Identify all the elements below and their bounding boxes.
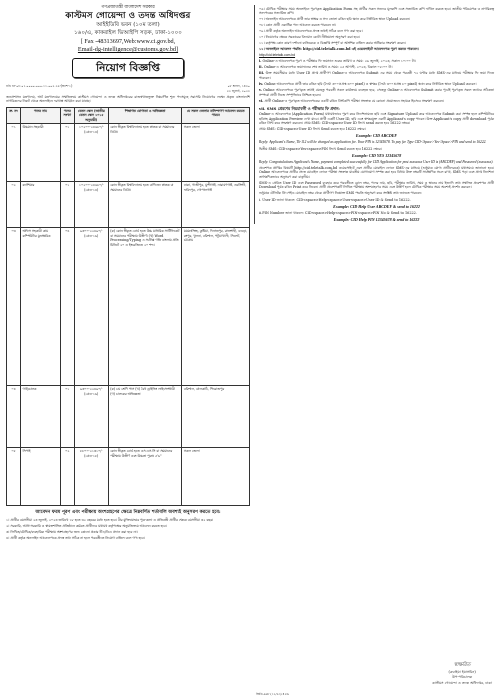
roman-numeral: vi. [259,99,264,104]
cell-count: ০২ [60,448,74,506]
cell-qualification: কোন স্বীকৃত বিশ্ববিদ্যালয় হতে বাণিজ্যে স্নাতক বা সমমানের ডিগ্রি। [108,182,182,228]
memo-number: নথি নং-০৮.০১.০০০০.০০০.১১.০০২.১৯-(অংশ-১) [6,84,73,89]
cell-districts: সকল জেলা [182,448,250,506]
roman-item [259,82,494,87]
roman-text: Online-এ আবেদনপত্র জমাদানের শেষ তারিখ ও সময়: ২৫ আগস্ট, ২০২৩, বিকাল ০৫:০০ টা। [263,65,393,70]
building-line: আইইডিবি ভবন (১০ম তলা) [96,22,160,29]
table-header-row [7,108,250,124]
signatory-name: (রুবাইয়া ইয়াসমিন) [448,669,476,674]
sms-example-2: Example: CID YES 12345678 [351,152,402,158]
condition-item: ৪। প্রার্থী কর্তৃক অনলাইন আবেদনপত্রে প্রদত্ত তথ্য সঠিক না হলে পরবর্তীতে নিয়োগ বাতিল বলে গণ্য হবে। [6,536,145,541]
cell-sn: ০৪ [7,386,21,448]
left-column [6,5,250,542]
cell-grade: ৯৩০০-২২৪৯০/- (গ্রেড-১৬) [74,228,108,386]
col-header-qualification: শিক্ষাগত যোগ্যতা ও অভিজ্ঞতা [108,108,182,124]
after-sms-paragraph: প্রবেশপত্র প্রাপ্তির বিষয়টি http://cid.teletalk.com.bd ওয়েবসাইটে এবং প্রার্থীর মোবাইল ফোনে SMS-এর মাধ্যমে (শুধুমাত্র যোগ্য প্রার্থীদেরকে) যথাসময়ে জানানো হবে। Online আবেদনপত্রে প্রার্থীর প্রদত্ত মোবাইল ফোনে পরীক্ষা সংক্রান্ত যাবতীয় যোগাযোগ সম্পন্ন করা হবে বিধায় উক্ত নম্বরটি সার্বক্ষণিক সচল রাখা, SMS পড়া এবং প্রাপ্ত নির্দেশনা তাৎক্ষণিকভাবে অনুসরণ করা বাঞ্ছনীয়। [259,165,494,179]
govt-line: গণপ্রজাতন্ত্রী বাংলাদেশ সরকার [101,5,155,10]
email-line: Email-dg-intelligence@customs.gov.bd] [77,45,179,53]
col-header-name: পদের নাম [20,108,60,124]
table-row [7,182,250,228]
signature-mark: স্বাক্ষরিত [453,662,471,669]
posts-table [6,107,250,506]
roman-numeral: v. [259,88,262,93]
notice-banner: নিয়োগ বিজ্ঞপ্তি [72,58,184,78]
cell-count: ০১ [60,386,74,448]
apply-heading [259,47,494,52]
condition-item: ১। প্রার্থীর বয়সসীমা ২৩ জুলাই, ২০২৩ তারিখে ১৮ হতে ৩২ বছরের মধ্যে হতে হবে। বীর মুক্তিযোদ্ধার পুত্র-কন্যা ও প্রতিবন্ধী প্রার্থীর ক্ষেত্রে বয়সসীমা ৩২ বছর। [6,518,214,523]
cell-grade: ৯৩০০-২২৪৯০/- (গ্রেড-১৬) [74,386,108,448]
cell-qualification: (ক) কোন স্বীকৃত বোর্ড হতে উচ্চ মাধ্যমিক সার্টিফিকেট বা সমমানের পরীক্ষায় উত্তীর্ণ। (খ) Word Processing/Typing এ সর্বনিম্ন গতি বাংলায় প্রতি মিনিটে ২০ ও ইংরেজিতে ২০ শব্দ। [108,228,182,386]
apply-website-link[interactable]: http://cid.teletalk.com.bd [259,53,296,57]
cell-qualification: কোন স্বীকৃত বোর্ড হতে এস.এস.সি বা সমমানের পরীক্ষায় উত্তীর্ণ এবং উচ্চতা পুরুষ ৫'৬" [108,448,182,506]
after-sms-paragraph: SMS-এ প্রেরিত User ID এবং Password ব্যবহার করে পরবর্তীতে রোল নম্বর, পদের নাম, ছবি, পরীক্ষার তারিখ, সময় ও স্থানের নাম ইত্যাদি তথ্য সম্বলিত প্রবেশপত্র প্রার্থী Download পূর্বক রঙিন Print করে নিবেন। প্রার্থী প্রবেশপত্রটি লিখিত পরীক্ষায় অংশগ্রহণের সময় এবং উত্তীর্ণ হলে মৌখিক পরীক্ষার সময় অবশ্যই প্রদর্শন করবেন। [259,180,494,190]
sms-reply-1: Reply: Applicant's Name, Tk-112 will be charged as application fee. Your PIN is 12345678. To pay fee Type CID<Space>Yes<Space>PIN and send to 16222. [259,140,487,145]
table-row [7,386,250,448]
roman-item [259,71,494,80]
condition-item: ৩। লিখিত/মৌখিক/ব্যবহারিক পরীক্ষায় অংশগ্রহণের জন্য কোনো প্রকার টিএ/ডিএ প্রদান করা হবে না। [6,530,138,535]
cell-name: অফিস সহকারী কাম কম্পিউটার মুদ্রাক্ষরিক [20,228,60,386]
roman-item [259,59,494,64]
cell-grade: ১০২০০-২৪৬৮০/- (গ্রেড-১৪) [74,182,108,228]
right-paragraph: ১০। নিয়োগের ক্ষেত্রে সরকারের বিদ্যমান কোটা নীতিমালা অনুসরণ করা হবে। [259,35,360,39]
sms-first-line: প্রথম SMS: CID<space>User ID লিখে Send করতে হবে 16222 নম্বরে। [259,127,366,132]
cell-name: ক্যাশিয়ার [20,182,60,228]
roman-item [259,65,494,70]
right-paragraph: ০৮। কোন প্রার্থী একাধিক পদে আবেদন করতে পারবেন না। [259,23,337,27]
memo-date-en: ২৩ জুলাই, ২০২৩ [226,88,250,93]
cell-count: ০৪ [60,228,74,386]
roman-text: প্রার্থী Online-এ পূরণকৃত আবেদনপত্রের একটি রঙিন প্রিন্টকপি পরীক্ষা সংক্রান্ত যে কোনো প্রয়োজনে সহায়ক হিসেবে সংরক্ষণ করবেন। [264,99,445,104]
table-row [7,228,250,386]
roman-text: Online আবেদনপত্রে পূরণকৃত তথ্যই যেহেতু পরবর্তী সকল কার্যক্রমে ব্যবহৃত হবে, সেহেতু Online-এ আবেদনপত্র Submit করার পূর্বেই পূরণকৃত সকল তথ্যের সঠিকতা সম্পর্কে প্রার্থী নিজে সম্পূর্ণভাবে নিশ্চিত হবেন। [259,88,494,98]
roman-item [259,99,494,104]
right-paragraph: ১১। কর্তৃপক্ষ কোন কারণ দর্শানো ব্যতিরেকে এ বিজ্ঞপ্তি সম্পূর্ণ বা আংশিক বাতিল করার অধিকার সংরক্ষণ করেন। [259,41,406,45]
roman-text: উক্ত সময়সীমার মধ্যে User ID প্রাপ্ত প্রার্থীগণ Online-এ আবেদনপত্র Submit এর সময় থেকে পরবর্তী ৭২ ঘণ্টার মধ্যে SMS-এর মাধ্যমে পরীক্ষার ফি জমা দিতে পারবেন। [259,71,494,81]
roman-text: Online আবেদনপত্রে প্রার্থী তার রঙিন ছবি (দৈর্ঘ্য ৩০০×প্রস্থ ৩০০ pixel) ও স্বাক্ষর (দৈর্ঘ্য ৩০০×প্রস্থ ৮০ pixel) স্ক্যান করে নির্ধারিত স্থানে Upload করবেন। [264,82,477,87]
cell-name: গাড়িচালক [20,386,60,448]
roman-item [259,88,494,97]
cell-sn: ০২ [7,182,21,228]
cell-sn: ০৩ [7,228,21,386]
cell-name: সিপাই [20,448,60,506]
sms-paragraph: Online-এ আবেদনপত্র (Application Form) যথাযথভাবে পূরণ করে নির্দেশনামতে ছবি এবং Signature Upload করে আবেদনপত্র Submit করা সম্পন্ন হলে কম্পিউটারে ছবিসহ Application Preview দেখা যাবে। প্রার্থী একটি User ID, ছবি এবং স্বাক্ষরযুক্ত একটি Applicant's copy পাবেন। উক্ত Applicant's copy প্রার্থী download পূর্বক রঙিন প্রিন্ট করে সংরক্ষণ করবেন। প্রথম SMS: CID<space>User ID লিখে send করতে হবে 16222 নম্বরে। [259,112,494,126]
signatory-office: কাস্টমস গোয়েন্দা ও তদন্ত অধিদপ্তর, ঢাকা [432,680,492,685]
sms-second-line: দ্বিতীয় SMS: CID<space>Yes<space>PIN লিখে Send করতে হবে 16222 নম্বরে। [259,146,382,151]
org-name: কাস্টমস গোয়েন্দা ও তদন্ত অধিদপ্তর [65,10,191,21]
col-header-grade: বেতন স্কেল (জাতীয় বেতন স্কেল ২০১৫ অনুযায়ী) [74,108,108,124]
sms-title: vii. SMS প্রেরণের নিয়মাবলী ও পরীক্ষার ফি প্রদান: [259,105,340,111]
signature-block [432,662,492,686]
right-paragraph: ০৬। মৌখিক পরীক্ষার সময় অনলাইনে পূরণকৃত Application Form সহ প্রার্থীর সকল সনদের মূলকপি এবং সত্যায়িত কপি দাখিল করতে হবে। জাতীয় পরিচয়পত্র ও নাগরিকত্ব সনদপত্রের সত্যায়িত কপি। [259,6,494,15]
cell-count: ০১ [60,182,74,228]
conditions-title: আবেদন ফরম পূরণ এবং পরীক্ষায় অংশগ্রহণের ক্ষেত্রে নিম্নবর্ণিত শর্তাবলি অবশ্যই অনুসরণ করতে হবে: [35,510,221,516]
table-row [7,124,250,182]
roman-numeral: ii. [259,65,263,70]
right-column [254,5,494,224]
cell-grade: ১০২০০-২৪৬৮০/- (গ্রেড-১৪) [74,124,108,182]
roman-text: Online-এ আবেদনপত্র পূরণ ও পরীক্ষার ফি জমাদান শুরুর তারিখ ও সময়: ২৬ জুলাই, ২০২৩, সকাল ১০:০০ টা। [262,59,416,64]
pin-help-line: ii.PIN Number জানা থাকলে: CID<space>Help<space>PIN<space>PIN No & Send to 16222. [259,210,417,215]
fax-web-line: [ Fax -48313697,Web:www.ci.gov.bd, [80,37,176,45]
roman-numeral: iv. [259,82,264,87]
cell-districts: ঢাকা, গাজীপুর, মুন্সীগঞ্জ, নারায়ণগঞ্জ, নরসিংদী, ফরিদপুর, গোপালগঞ্জ [182,182,250,228]
cell-sn: ০১ [7,124,21,182]
cell-sn: ০৫ [7,448,21,506]
cell-grade: ৮৮০০-২১৩১০/- (গ্রেড-১৮) [74,448,108,506]
apply-link-row [259,53,494,58]
right-paragraph: ০৯। প্রার্থী কর্তৃক অনলাইন আবেদনপত্রে প্রদত্ত তথ্যই সঠিক বলে গণ্য করা হবে। [259,29,363,33]
sms-reply-2: Reply: Congratulations Applicant's Name, payment completed successfully for CID Application for post xxxxxxxx User ID is (ABCDEF) and Password (xxxxxxxx). [259,159,494,164]
sms-example-1: Example: CID ABCDEF [355,133,398,139]
col-header-count: পদের সংখ্যা [60,108,74,124]
col-header-sn: ক্র. নং [7,108,21,124]
uid-help-example: Example: CID Help User ABCDEF & send to 16222 [333,203,420,209]
print-code: জিডি-৯৬৮ (১১/২৩) ৪×৬ [256,691,289,696]
col-header-districts: যে সকল জেলার বাসিন্দাগণ আবেদন করতে পারবে [182,108,250,124]
right-paragraph: ০৭। অনলাইন আবেদনপত্রে প্রার্থী তার স্বাক্ষর ও সদ্য তোলা রঙিন ছবি স্ক্যান করে নির্ধারিত স্থানে Upload করবেন। [259,17,411,21]
cell-qualification: কোন স্বীকৃত বিশ্ববিদ্যালয় হতে স্নাতক বা সমমানের ডিগ্রি। [108,124,182,182]
pin-help-example: Example: CID Help PIN 12345678 & send to 16222 [333,216,420,222]
after-sms-paragraph: শুধুমাত্র টেলিটক প্রি-পেইড মোবাইল নম্বর থেকে প্রার্থীগণ নিম্নোক্ত SMS পদ্ধতি অনুসরণ করে সংশ্লিষ্ট তথ্য জানতে পারবেন: [259,191,422,196]
condition-item: ২। সরকারি, আধা-সরকারি ও স্বায়ত্তশাসিত প্রতিষ্ঠানে কর্মরত প্রার্থীদের যথাযথ কর্তৃপক্ষের অনুমতিক্রমে আবেদন করতে হবে। [6,524,167,529]
cell-districts: বরিশাল, ঝালকাঠি, পিরোজপুর [182,386,250,448]
intro-paragraph: জনপ্রশাসন মন্ত্রণালয়, অর্থ মন্ত্রণালয়ের সম্মতিক্রমে কাস্টমস গোয়েন্দা ও তদন্ত অধিদপ্তরের রাজস্বখাতভুক্ত নিম্নবর্ণিত শূন্য পদসমূহে সরাসরি নিয়োগের লক্ষ্যে প্রকৃত বাংলাদেশি নাগরিকদের নিকট থেকে অনলাইনে দরখাস্ত আহ্বান করা যাচ্ছে। [6,94,250,104]
cell-districts: ময়মনসিংহ, কুষ্টিয়া, দিনাজপুর, রাজশাহী, বগুড়া, রংপুর, খুলনা, বরিশাল, পটুয়াখালী, সিলেট, চট্টগ্রাম [182,228,250,386]
cell-qualification: (ক) ৮ম শ্রেণি পাস (খ) বৈধ ড্রাইভিং লাইসেন্সধারী (গ) চালকের অভিজ্ঞতা [108,386,182,448]
memo-date-bn: ০৮ শ্রাবণ, ১৪৩০ [227,84,250,89]
apply-heading-text: ১২। অনলাইনে আবেদন পদ্ধতি: http://cid.teletalk.com.bd এই ওয়েবসাইটে আবেদনপত্র পূরণ করতে পারবেন। [259,47,419,51]
cell-districts: সকল জেলা [182,124,250,182]
address-line: ১৬০/এ, কাকরাইল ভিআইপি সড়ক, ঢাকা-১০০০ [74,29,182,36]
roman-numeral: iii. [259,71,265,76]
signatory-title: উপ-পরিচালক [452,675,473,680]
cell-count: ০১ [60,124,74,182]
cell-name: উচ্চমান সহকারী [20,124,60,182]
table-row [7,448,250,506]
uid-help-line: i. User ID জানা থাকলে: CID<space>Help<space>User<space>User ID & Send to 16222. [259,197,411,202]
letterhead [6,5,250,54]
roman-numeral: i. [259,59,262,64]
